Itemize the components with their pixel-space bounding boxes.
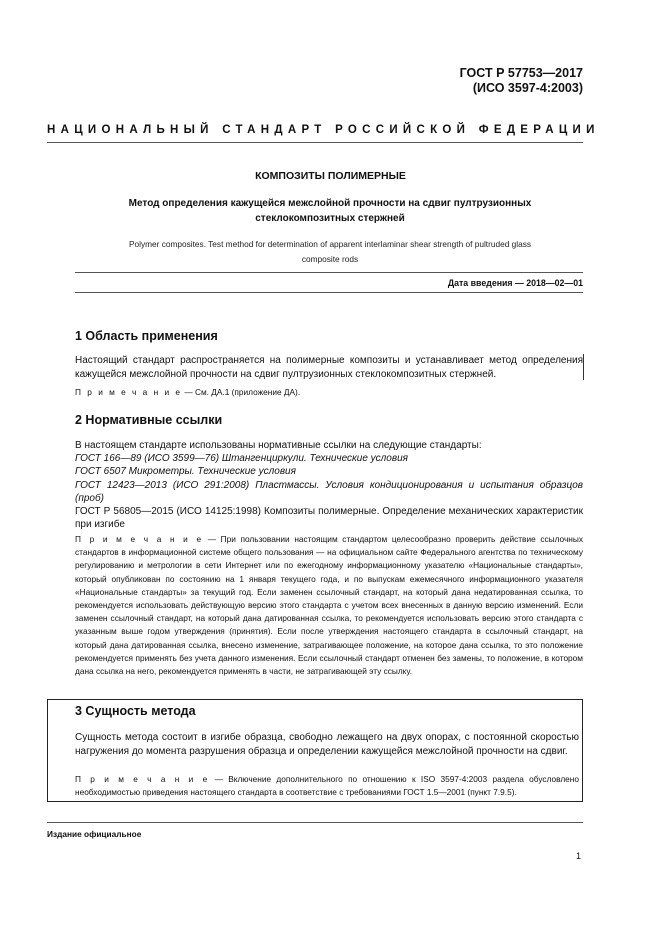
edition-label: Издание официальное <box>47 829 142 839</box>
iso-number: (ИСО 3597-4:2003) <box>472 81 583 95</box>
intro-bottom-divider <box>75 292 583 293</box>
section-2-heading: 2 Нормативные ссылки <box>75 413 223 427</box>
section-3-note <box>75 773 579 799</box>
english-title <box>60 237 600 267</box>
reference-gost-12423: ГОСТ 12423—2013 (ИСО 291:2008) Пластмассы. Условия кондиционирования и испытания образцов (проб) <box>75 479 583 504</box>
gost-number: ГОСТ Р 57753—2017 <box>459 66 583 80</box>
section-3-heading: 3 Сущность метода <box>75 704 196 718</box>
references-intro: В настоящем стандарте использованы нормативные ссылки на следующие стандарты: <box>75 440 482 451</box>
intro-top-divider <box>75 272 583 273</box>
reference-gost-6507: ГОСТ 6507 Микрометры. Технические условия <box>75 466 296 478</box>
page-number: 1 <box>575 851 581 861</box>
introduction-date: Дата введения — 2018—02—01 <box>447 278 583 288</box>
footer-divider <box>47 822 583 823</box>
document-number <box>460 66 583 96</box>
section-1-text: Настоящий стандарт распространяется на полимерные композиты и устанавливает метод определения кажущейся межслойной прочности на сдвиг пултрузионных стеклокомпозитных стержней. <box>75 355 583 380</box>
section-2-note <box>75 533 583 678</box>
section-2-references <box>75 439 583 531</box>
note-label: П р и м е ч а н и е <box>75 534 204 544</box>
note-label: П р и м е ч а н и е <box>75 387 183 397</box>
change-bar <box>583 354 584 380</box>
section-3-text: Сущность метода состоит в изгибе образца, свободно лежащего на двух опорах, с постоянной скоростью нагружения до момента разрушения образца и определении кажущейся межслойной прочности на сдвиг. <box>75 732 579 757</box>
english-title-line-1: Polymer composites. Test method for determination of apparent interlaminar shear strength of pultruded glass <box>129 239 531 249</box>
subtitle-line-2: стеклокомпозитных стержней <box>255 213 405 224</box>
note-label: П р и м е ч а н и е <box>75 774 210 784</box>
english-title-line-2: composite rods <box>301 254 359 264</box>
national-standard-banner: НАЦИОНАЛЬНЫЙ СТАНДАРТ РОССИЙСКОЙ ФЕДЕРАЦИИ <box>47 124 600 136</box>
section-1-heading: 1 Область применения <box>75 329 218 343</box>
reference-gost-56805: ГОСТ Р 56805—2015 (ИСО 14125:1998) Композиты полимерные. Определение механических характеристик при изгибе <box>75 506 583 531</box>
header-divider <box>47 142 583 143</box>
note-text: — При пользовании настоящим стандартом целесообразно проверить действие ссылочных стандартов в информационной системе общего пользования — на официальном сайте Федерального агентства по техническому регулированию и метрологии в сети Интернет или по ежегодному информационному указателю «Национальные стандарты», который опубликован по состоянию на 1 января текущего года, и по выпускам ежемесячного информационного указателя «Национальные стандарты» за текущий год. Если заменен ссылочный стандарт, на который дана недатированная ссылка, то рекомендуется использовать действующую версию этого стандарта с учетом всех внесенных в данную версию изменений. Если заменен ссылочный стандарт, на который дана датированная ссылка, то рекомендуется использовать версию этого стандарта с указанным выше годом утверждения (принятия). Если после утверждения настоящего стандарта в ссылочный стандарт, на который дана датированная ссылка, внесено изменение, затрагивающее положение, на которое дана ссылка, то это положение рекомендуется применять без учета данного изменения. Если ссылочный стандарт отменен без замены, то положение, в котором дана ссылка на него, рекомендуется применять в части, не затрагивающей эту ссылку. <box>75 534 583 677</box>
note-text: — См. ДА.1 (приложение ДА). <box>182 387 301 397</box>
reference-gost-166: ГОСТ 166—89 (ИСО 3599—76) Штангенциркули. Технические условия <box>75 453 408 465</box>
document-title: КОМПОЗИТЫ ПОЛИМЕРНЫЕ <box>255 170 406 182</box>
document-subtitle <box>70 196 590 226</box>
subtitle-line-1: Метод определения кажущейся межслойной прочности на сдвиг пултрузионных <box>128 198 532 209</box>
section-1-note <box>75 386 583 399</box>
note-text: — Включение дополнительного по отношению к ISO 3597-4:2003 раздела обусловлено необходимостью приведения настоящего стандарта в соответствие с требованиями ГОСТ 1.5—2001 (пункт 7.9.5). <box>75 774 579 798</box>
